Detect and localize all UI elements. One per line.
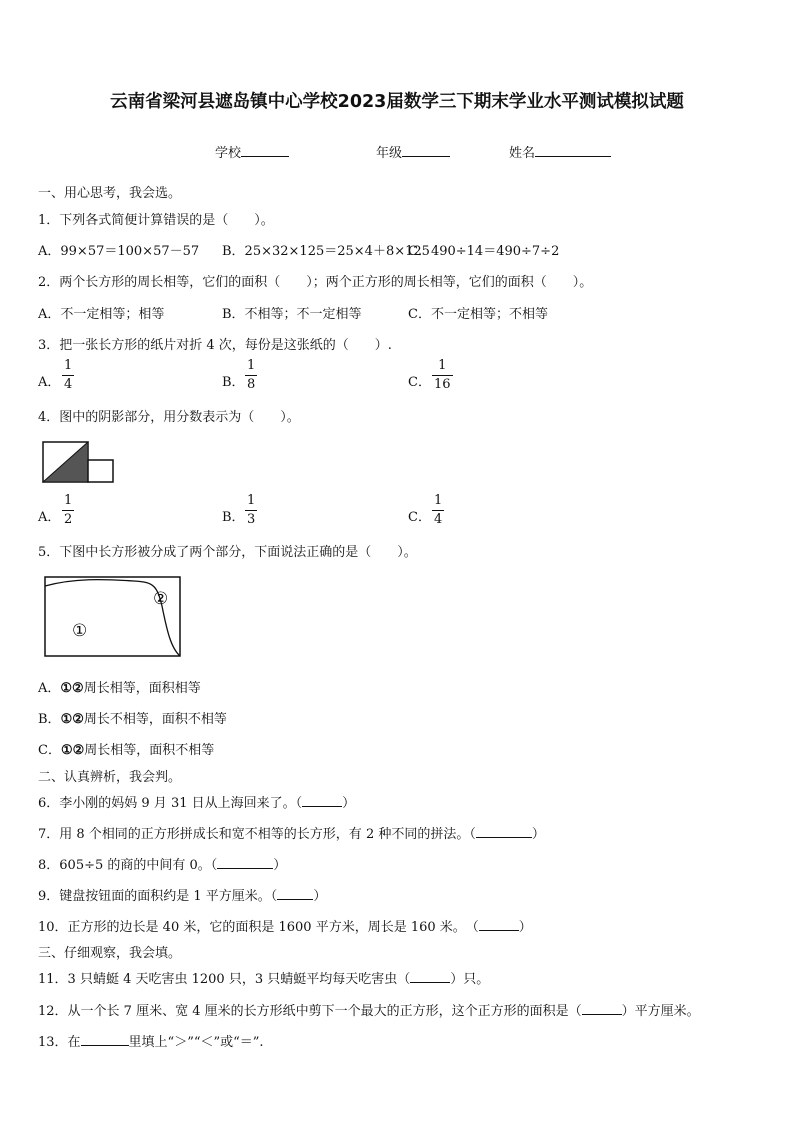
q8 (38, 854, 286, 873)
q1-option-c: C．490÷14＝490÷7÷2 (408, 244, 560, 259)
q12 (38, 1000, 700, 1019)
q8-text: 8．605÷5 的商的中间有 0。（ (38, 858, 218, 873)
q3-option-a-fraction (62, 359, 74, 392)
q1-option-a: A．99×57＝100×57－57 (38, 244, 200, 259)
q10-text: 10．正方形的边长是 40 米，它的面积是 1600 平方米，周长是 160 米。 （ (38, 920, 479, 935)
q7-blank (476, 826, 532, 838)
q7-text: 7．用 8 个相同的正方形拼成长和宽不相等的长方形，有 2 种不同的拼法。（ (38, 827, 476, 842)
section-3-heading: 三、仔细观察，我会填。 (38, 946, 182, 961)
q5-c-text: 周长相等，面积不相等 (84, 743, 215, 758)
q5-stem: 5．下图中长方形被分成了两个部分，下面说法正确的是（ ）。 (38, 545, 417, 560)
q5-a-label: A． (38, 681, 61, 696)
grade-field (376, 142, 450, 161)
q3-option-b-label: B． (222, 375, 245, 390)
q6-end: ） (342, 796, 356, 811)
q4-option-c-label: C． (408, 510, 431, 525)
section-2-heading: 二、认真辨析，我会判。 (38, 770, 182, 785)
q8-blank (217, 857, 273, 869)
q3-option-a-label: A． (38, 375, 61, 390)
q12-blank (582, 1003, 622, 1015)
q7-end: ） (531, 827, 545, 842)
q2-option-c: C．不一定相等；不相等 (408, 307, 548, 322)
q9-end: ） (313, 889, 327, 904)
q13-post: 里填上“＞”“＜”或“＝”. (128, 1035, 264, 1050)
name-blank (535, 144, 611, 157)
q5-region-1-label: ① (72, 621, 88, 641)
school-field (215, 142, 289, 161)
q12-end: ）平方厘米。 (621, 1004, 700, 1019)
q6-text: 6．李小刚的妈妈 9 月 31 日从上海回来了。（ (38, 796, 303, 811)
grade-blank (402, 144, 450, 157)
q6-blank (302, 795, 342, 807)
q4-c-denominator: 4 (434, 512, 443, 527)
q4-small-square (88, 460, 113, 482)
q6 (38, 792, 355, 811)
q3-c-denominator: 16 (434, 377, 451, 392)
q13-pre: 13．在 (38, 1035, 81, 1050)
q3-c-numerator: 1 (438, 358, 447, 373)
q11-blank (410, 971, 450, 983)
q3-a-denominator: 4 (64, 377, 73, 392)
q13-blank (81, 1034, 129, 1046)
q3-a-numerator: 1 (64, 358, 73, 373)
q9-text: 9．键盘按钮面的面积约是 1 平方厘米。（ (38, 889, 278, 904)
q3-option-c-label: C． (408, 375, 431, 390)
q3-option-c-fraction (432, 359, 453, 392)
q3-option-b-fraction (245, 359, 257, 392)
q5-region-2-label: ② (153, 589, 169, 609)
q5-a-marks: ①② (60, 681, 84, 696)
q5-a-text: 周长相等，面积相等 (83, 681, 201, 696)
q9-blank (277, 888, 313, 900)
q4-c-numerator: 1 (434, 493, 443, 508)
section-1-heading: 一、用心思考，我会选。 (38, 186, 182, 201)
school-label: 学校 (215, 146, 242, 161)
q4-option-b-label: B． (222, 510, 245, 525)
q4-a-denominator: 2 (64, 512, 73, 527)
q3-b-denominator: 8 (247, 377, 256, 392)
q4-b-numerator: 1 (247, 493, 256, 508)
q11-end: ）只。 (450, 972, 490, 987)
q8-end: ） (273, 858, 287, 873)
q9 (38, 885, 326, 904)
q4-b-denominator: 3 (247, 512, 256, 527)
q5-c-marks: ①② (60, 743, 85, 758)
q10-blank (479, 919, 519, 931)
q1-stem: 1．下列各式简便计算错误的是（ ）。 (38, 213, 274, 228)
q3-stem: 3．把一张长方形的纸片对折 4 次，每份是这张纸的（ ）. (38, 338, 392, 353)
q4-option-c-fraction (432, 494, 444, 527)
q5-b-label: B． (38, 712, 61, 727)
q3-b-numerator: 1 (247, 358, 256, 373)
q1-option-b: B．25×32×125＝25×4＋8×125 (222, 244, 430, 259)
page-title: 云南省梁河县遮岛镇中心学校2023届数学三下期末学业水平测试模拟试题 (110, 92, 684, 112)
q5-option-c (38, 739, 214, 758)
q10-end: ） (518, 920, 532, 935)
q5-c-label: C． (38, 743, 61, 758)
q4-option-a-label: A． (38, 510, 61, 525)
q5-option-b (38, 708, 227, 727)
q2-option-a: A．不一定相等；相等 (38, 307, 165, 322)
q4-option-b-fraction (245, 494, 257, 527)
q5-b-text: 周长不相等，面积不相等 (83, 712, 227, 727)
name-label: 姓名 (509, 146, 536, 161)
q13 (38, 1031, 264, 1050)
q11-text: 11．3 只蜻蜓 4 天吃害虫 1200 只，3 只蜻蜓平均每天吃害虫（ (38, 972, 411, 987)
q2-option-b: B．不相等；不一定相等 (222, 307, 362, 322)
q4-shaded-figure (42, 441, 116, 483)
grade-label: 年级 (376, 146, 403, 161)
q5-option-a (38, 677, 201, 696)
name-field (509, 142, 611, 161)
q10 (38, 916, 532, 935)
q4-a-numerator: 1 (64, 493, 73, 508)
q12-text: 12．从一个长 7 厘米、宽 4 厘米的长方形纸中剪下一个最大的正方形，这个正方形的面积是（ (38, 1004, 582, 1019)
q4-stem: 4．图中的阴影部分，用分数表示为（ ）。 (38, 410, 300, 425)
q7 (38, 823, 545, 842)
school-blank (241, 144, 289, 157)
q2-stem: 2．两个长方形的周长相等，它们的面积（ ）；两个正方形的周长相等，它们的面积（ ）。 (38, 275, 593, 290)
q4-option-a-fraction (62, 494, 74, 527)
q5-b-marks: ①② (60, 712, 84, 727)
q11 (38, 968, 489, 987)
